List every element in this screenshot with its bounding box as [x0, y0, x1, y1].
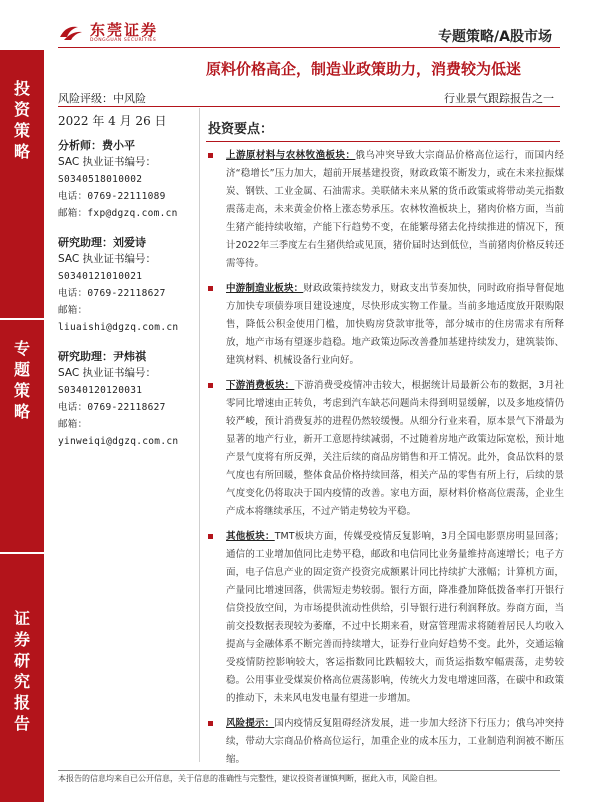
item-label: 上游原材料与农林牧渔板块： [226, 150, 356, 161]
phone: 电话：0769-22118627 [58, 288, 166, 299]
key-points-heading: 投资要点： [208, 122, 274, 137]
column-divider [199, 108, 200, 762]
item-label: 下游消费板块： [226, 380, 295, 391]
key-points-list [208, 147, 564, 776]
item-text: 国内疫情反复阻碍经济发展，进一步加大经济下行压力；俄乌冲突持续，带动大宗商品价格高位运行，加重企业的成本压力，工业制造利润被不断压缩。 [226, 718, 564, 765]
email[interactable]: 邮箱：fxp@dgzq.com.cn [58, 208, 178, 219]
analyst-card [58, 137, 198, 222]
sidebar-label-securities-research-report: 证券研究报告 [13, 609, 30, 733]
key-points-divider [206, 141, 560, 142]
report-type: 专题策略/A股市场 [438, 29, 552, 45]
phone: 电话：0769-22118627 [58, 402, 166, 413]
bullet-icon [208, 153, 213, 158]
analyst-card [58, 348, 198, 450]
cert-label: SAC 执业证书编号： [58, 253, 157, 265]
analyst-card [58, 234, 198, 336]
brand-name: 东莞证券 [90, 21, 159, 39]
cert-number: S0340120120031 [58, 385, 143, 396]
email-label: 邮箱： [58, 305, 88, 316]
bullet-icon [208, 721, 213, 726]
item-text: 财政政策持续发力，财政支出节奏加快，同时政府指导督促地方加快专项债券项目建设速度，尽快形成实物工作量。当前多地适度放开限购限售，降低公积金使用门槛，加快购房贷款审批等，部分城市的住房需求有所释放，地产市场有望逐步趋稳。地产政策边际改善叠加基建持续发力，建筑装饰、建筑材料、机械设备行业向好。 [226, 283, 564, 366]
footer-disclaimer: 本报告的信息均来自已公开信息，关于信息的准确性与完整性，建议投资者谨慎判断，据此入市，风险自担。 [58, 774, 442, 783]
analyst-name: 研究助理：刘爱诗 [58, 236, 146, 249]
item-label: 其他板块： [226, 531, 275, 542]
email-label: 邮箱： [58, 419, 88, 430]
analyst-name: 研究助理：尹炜祺 [58, 350, 146, 363]
analyst-name: 分析师：费小平 [58, 139, 135, 152]
brand-logo [58, 22, 158, 44]
header-divider [58, 47, 560, 48]
bullet-icon [208, 383, 213, 388]
logo-mark-icon [58, 23, 84, 43]
cert-label: SAC 执业证书编号： [58, 156, 157, 168]
list-item [208, 528, 564, 708]
risk-rating: 风险评级：中风险 [58, 92, 146, 105]
cert-number: S0340121010021 [58, 271, 143, 282]
report-subtitle: 行业景气跟踪报告之一 [444, 92, 554, 105]
footer-divider [58, 770, 560, 771]
list-item [208, 715, 564, 769]
cert-label: SAC 执业证书编号： [58, 367, 157, 379]
report-date: 2022 年 4 月 26 日 [58, 114, 167, 128]
item-text: TMT板块方面，传媒受疫情反复影响，3月全国电影票房明显回落；通信的工业增加值同比走势平稳，邮政和电信同比业务量维持高速增长；电子方面，电子信息产业的固定资产投资完成额累计同比持续扩大涨幅；计算机方面，产量同比增速回落，供需短走势较弱。银行方面，降准叠加降低拨备率打开银行信贷投放空间，为市场提供流动性供给，引导银行进行利润释放。券商方面，当前交投数据表现较为萎靡，不过中长期来看，财富管理需求将随着居民人均收入提高与金融体系不断完善而持续增大，证券行业向好趋势不变。此外，交通运输受疫情防控影响较大，客运指数同比跌幅较大，而货运指数窄幅震荡，走势较稳。公用事业受煤炭价格高位震荡影响，传统火力发电增速回落，在碳中和政策的推动下，未来风电发电量有望进一步增加。 [226, 531, 564, 704]
phone: 电话：0769-22111089 [58, 191, 166, 202]
sidebar-divider [0, 318, 44, 320]
item-text: 俄乌冲突导致大宗商品价格高位运行，而国内经济“稳增长”压力加大，超前开展基建投资，财政政策不断发力，或在未来拉振煤炭、钢铁、工业金属、石油需求。美联储未来从紧的货币政策或将带动美元指数震荡走高，未来黄金价格上涨态势承压。农林牧渔板块上，猪肉价格方面，当前生猪产能持续收缩，产能下行趋势不变，在能繁母猪去化持续推进的情况下，预计2022年三季度左右生猪供给或见顶，猪价届时达到低位，当前猪肉价格反转还需等待。 [226, 150, 564, 269]
email[interactable]: liuaishi@dgzq.com.cn [58, 322, 179, 333]
bullet-icon [208, 534, 213, 539]
bullet-icon [208, 286, 213, 291]
list-item [208, 377, 564, 521]
sidebar-label-investment-strategy: 投资策略 [13, 79, 30, 161]
list-item [208, 280, 564, 370]
item-label: 风险提示： [226, 718, 275, 729]
title-divider [58, 106, 560, 107]
sidebar-divider [0, 552, 44, 554]
report-title: 原料价格高企，制造业政策助力，消费较为低迷 [206, 60, 522, 78]
item-label: 中游制造业板块： [226, 283, 304, 294]
item-text: 下游消费受疫情冲击较大，根据统计局最新公布的数据，3月社零同比增速由正转负，考虑到汽车缺芯问题尚未得到明显缓解，以及多地疫情仍较严峻，预计消费复苏的进程仍然较缓慢。从细分行业来看，原本景气下滑最为显著的地产行业，新开工意愿持续减弱，不过随着房地产政策边际宽松，预计地产景气度将有所反弹，关注后续的商品房销售和开工情况。此外，食品饮料的景气度也有所回暖，整体食品价格持续回落，相关产品的零售有所上行，后续的景气度变化仍将取决于国内疫情的改善。家电方面，原材料价格高位震荡，企业生产成本将继续承压，不过产销走势较为平稳。 [226, 380, 564, 517]
brand-name-en: DONGGUAN SECURITIES [90, 38, 157, 43]
analyst-column [58, 110, 198, 462]
cert-number: S0340518010002 [58, 174, 143, 185]
email[interactable]: yinweiqi@dgzq.com.cn [58, 436, 179, 447]
sidebar-label-thematic-strategy: 专题策略 [13, 339, 30, 421]
list-item [208, 147, 564, 273]
